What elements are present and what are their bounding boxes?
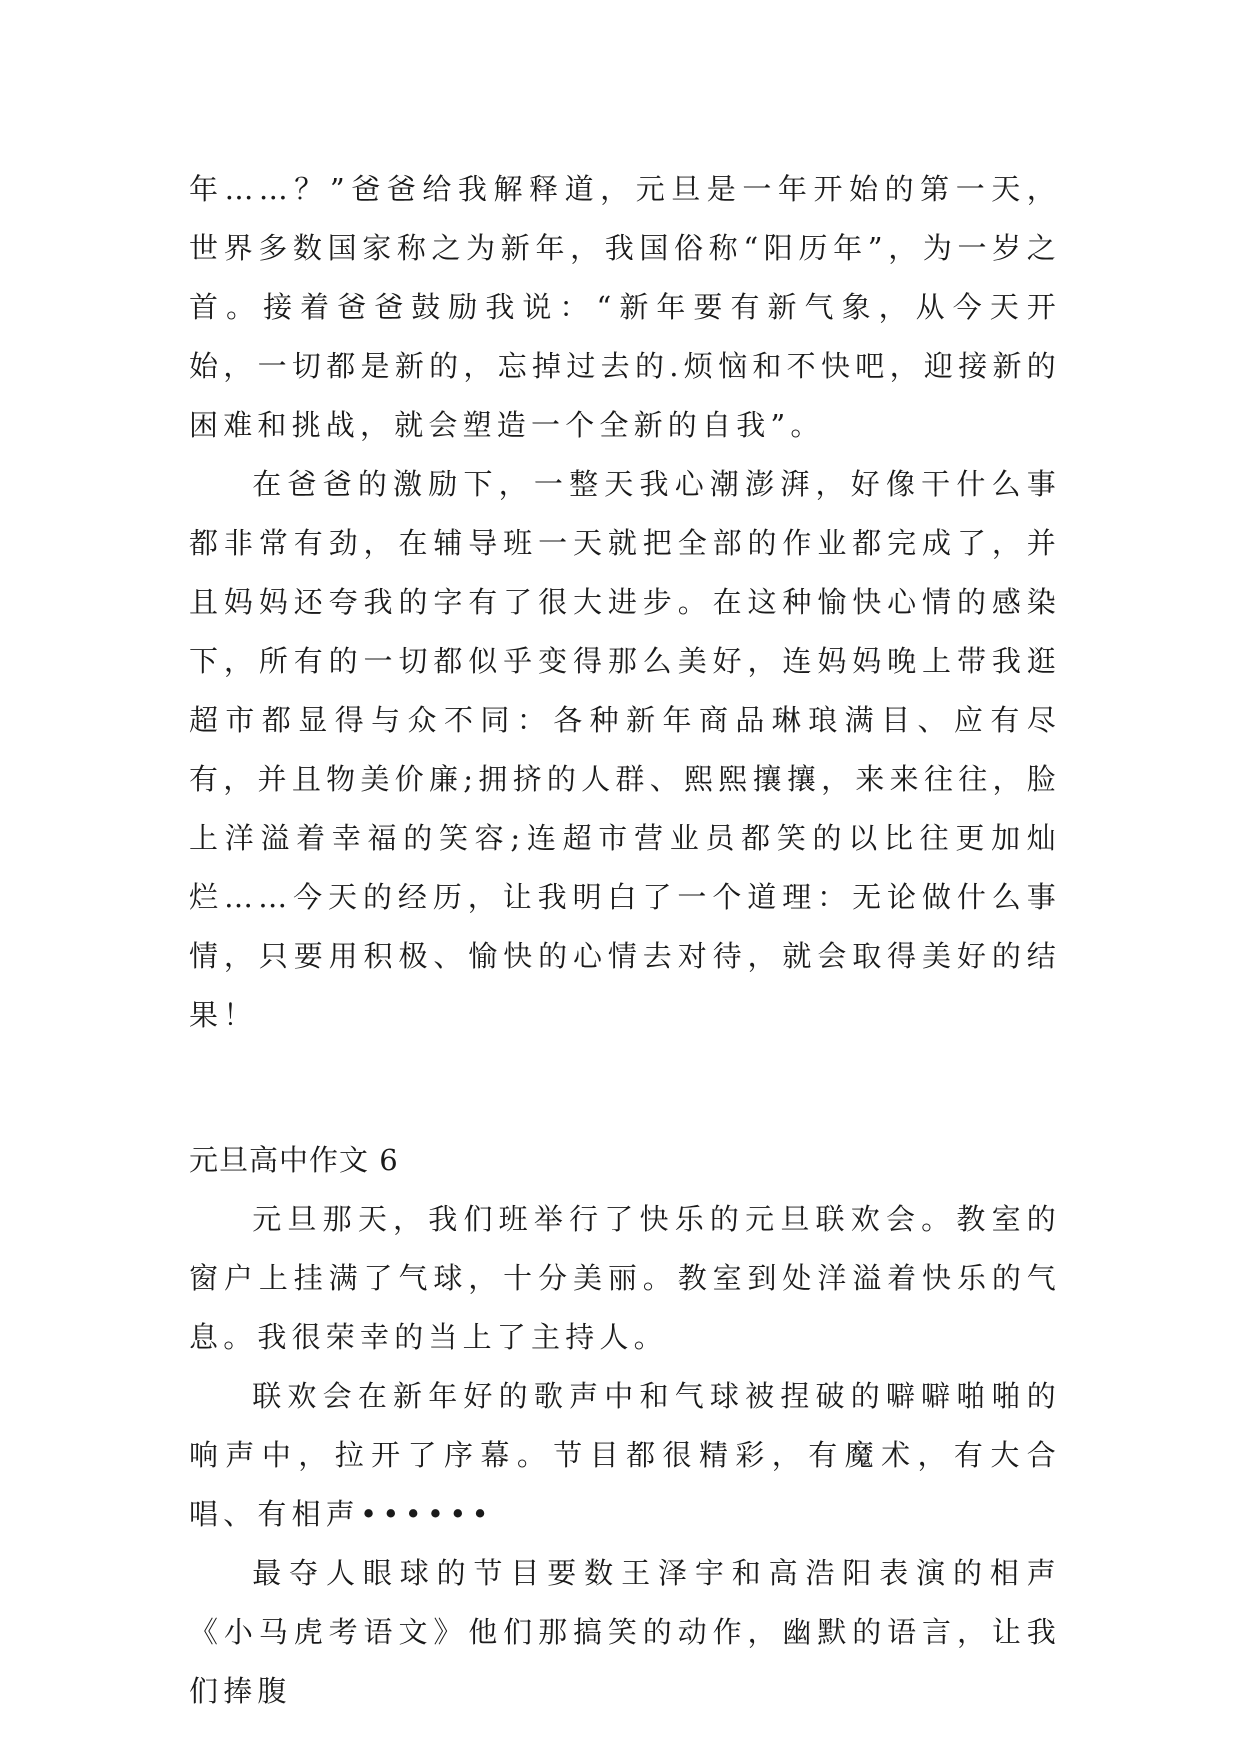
paragraph-3: 元旦那天，我们班举行了快乐的元旦联欢会。教室的窗户上挂满了气球，十分美丽。教室到处洋溢着快乐的气息。我很荣幸的当上了主持人。 — [189, 1202, 1061, 1354]
document-body — [189, 160, 1061, 1721]
paragraph-5: 最夺人眼球的节目要数王泽宇和高浩阳表演的相声《小马虎考语文》他们那搞笑的动作，幽默的语言，让我们捧腹 — [189, 1556, 1061, 1708]
paragraph-1: 年……？”爸爸给我解释道，元旦是一年开始的第一天，世界多数国家称之为新年，我国俗称“阳历年”，为一岁之首。接着爸爸鼓励我说：“新年要有新气象，从今天开始，一切都是新的，忘掉过去的.烦恼和不快吧，迎接新的困难和挑战，就会塑造一个全新的自我”。 — [189, 172, 1061, 442]
paragraph-4: 联欢会在新年好的歌声中和气球被捏破的噼噼啪啪的响声中，拉开了序幕。节目都很精彩，有魔术，有大合唱、有相声•••••• — [189, 1379, 1061, 1531]
paragraph-2: 在爸爸的激励下，一整天我心潮澎湃，好像干什么事都非常有劲，在辅导班一天就把全部的作业都完成了，并且妈妈还夸我的字有了很大进步。在这种愉快心情的感染下，所有的一切都似乎变得那么美好，连妈妈晚上带我逛超市都显得与众不同：各种新年商品琳琅满目、应有尽有，并且物美价廉;拥挤的人群、熙熙攘攘，来来往往，脸上洋溢着幸福的笑容;连超市营业员都笑的以比往更加灿烂……今天的经历，让我明白了一个道理：无论做什么事情，只要用积极、愉快的心情去对待，就会取得美好的结果！ — [189, 467, 1061, 1032]
section-title: 元旦高中作文 6 — [189, 1143, 399, 1177]
